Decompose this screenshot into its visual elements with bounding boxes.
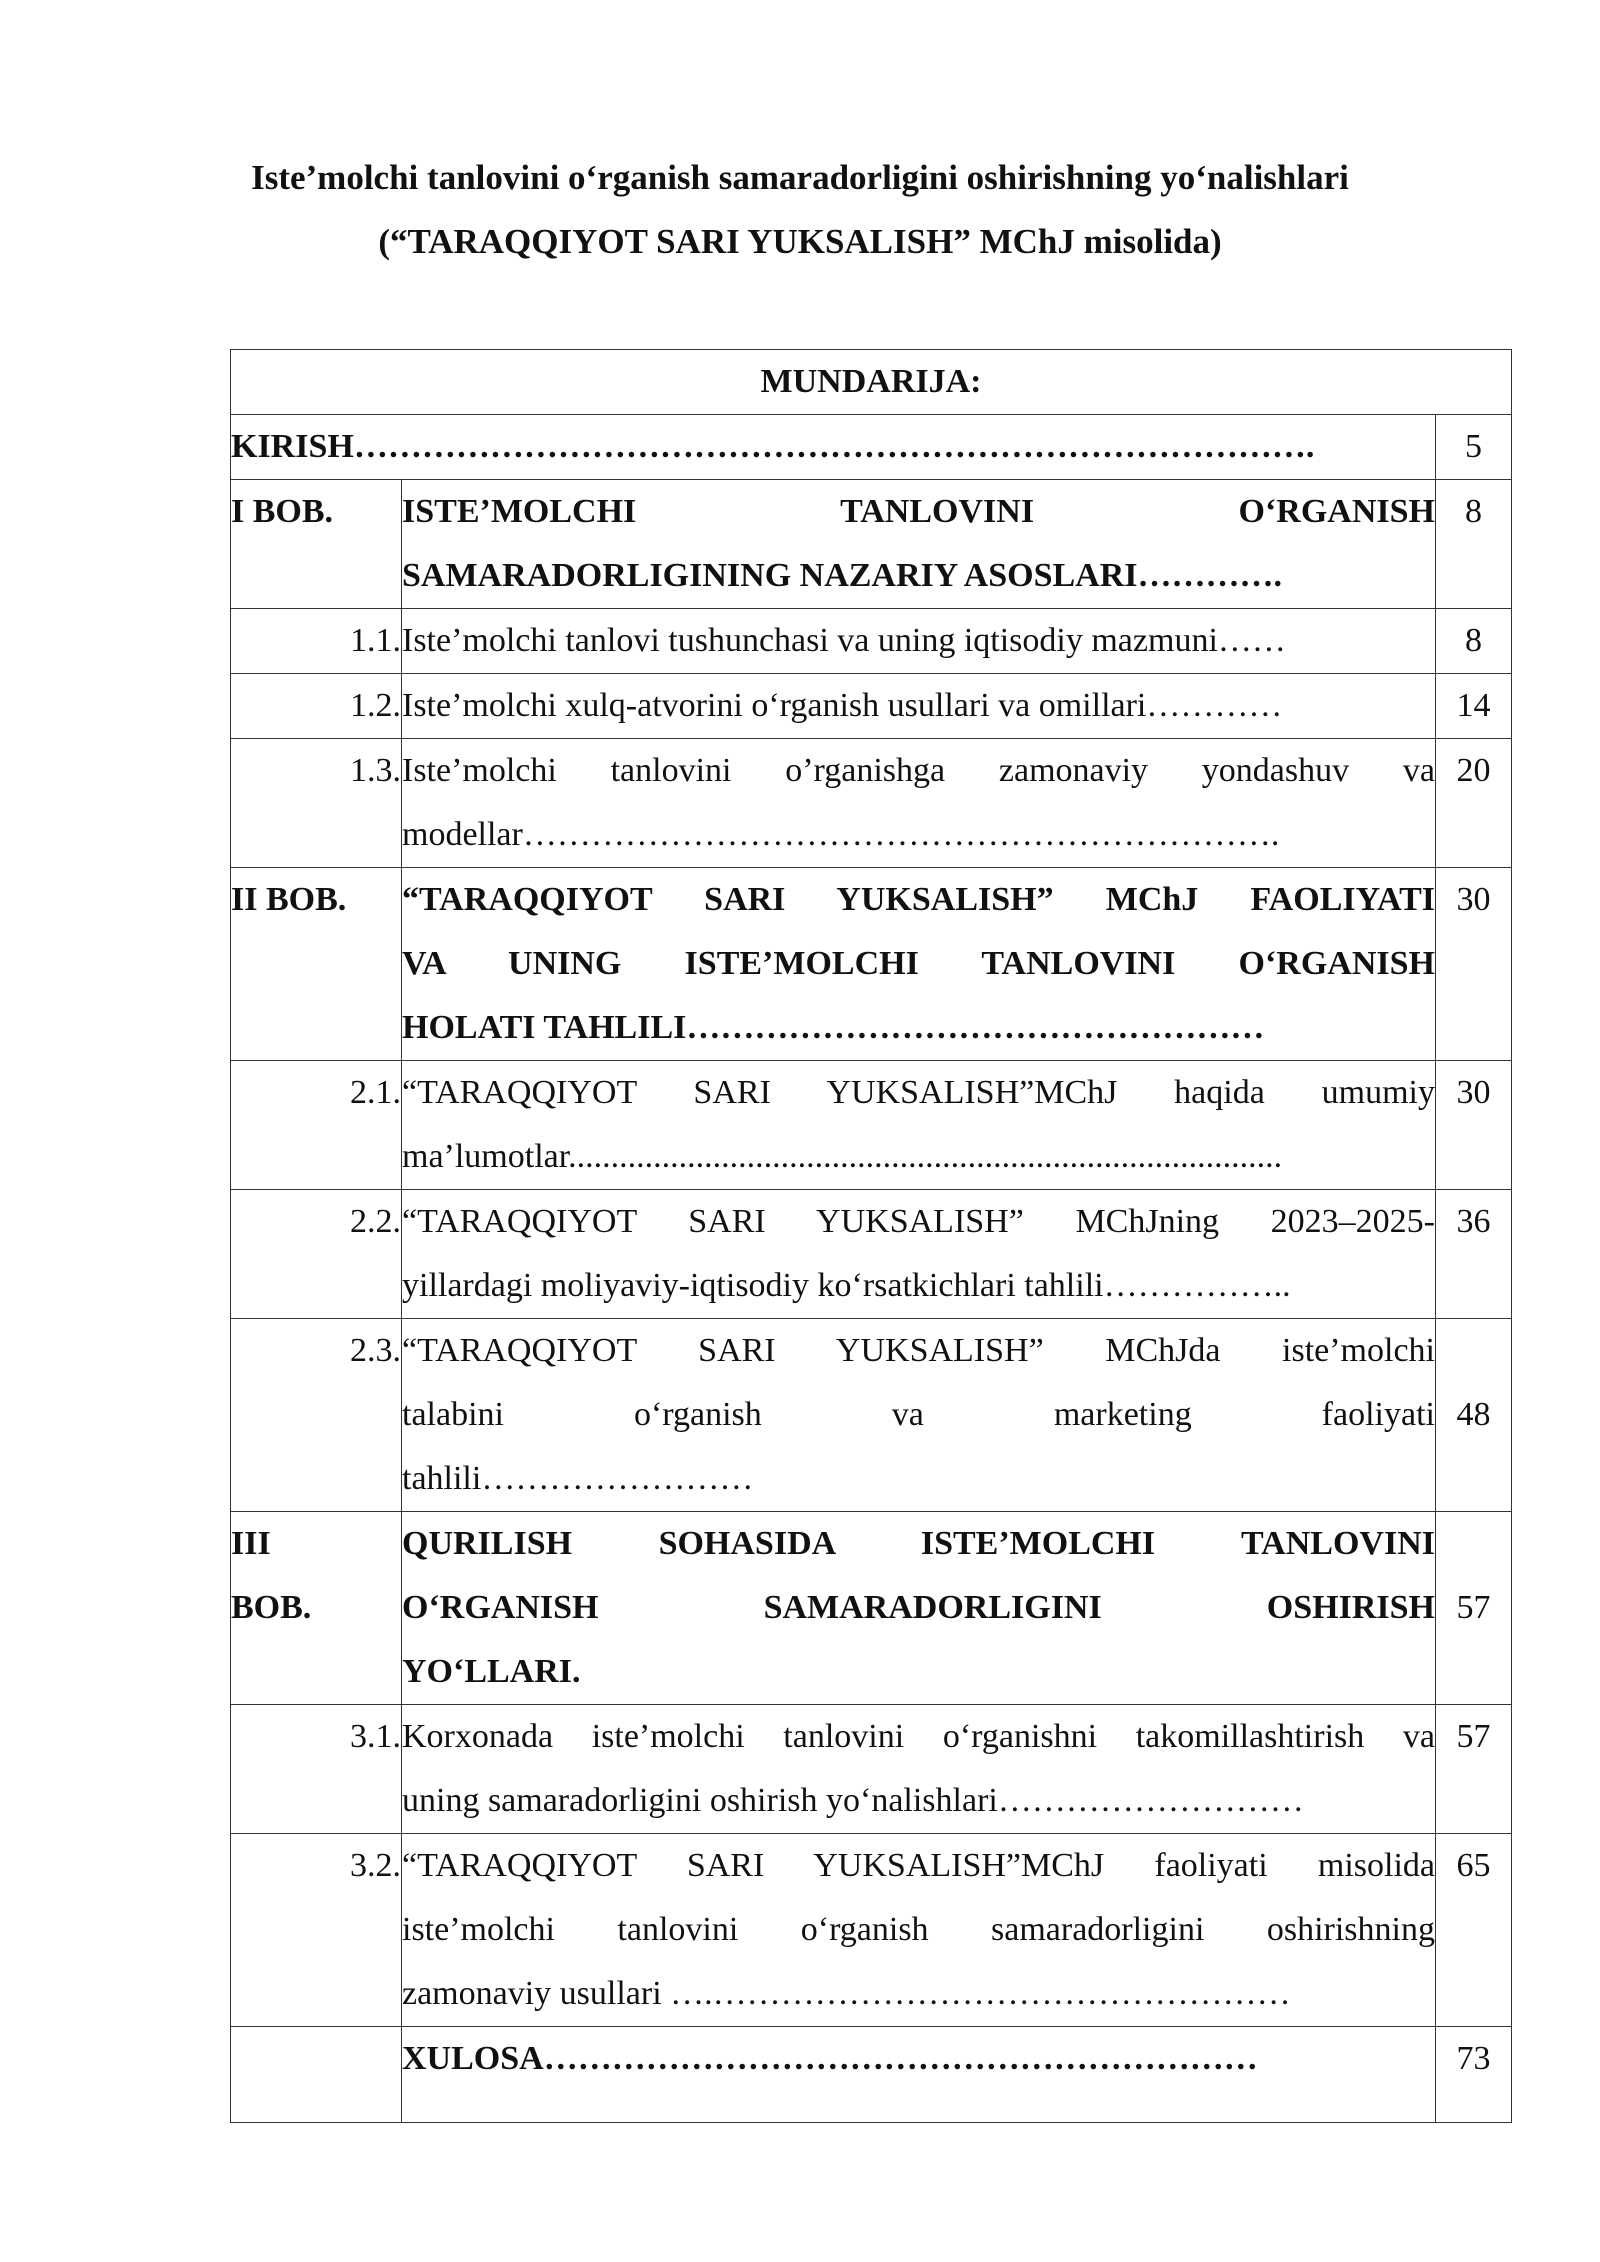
toc-s2-3-line1: “TARAQQIYOT SARI YUKSALISH” MChJda iste’molchi xyxy=(402,1332,1435,1369)
toc-s3-1-line2: uning samaradorligini oshirish yo‘nalishlari……………………… xyxy=(402,1782,1304,1819)
toc-row-xulosa xyxy=(231,2027,1512,2123)
toc-s1-3-line1: Iste’molchi tanlovini o’rganishga zamonaviy yondashuv va xyxy=(402,752,1435,789)
toc-s2-1-page: 30 xyxy=(1435,1061,1511,1190)
toc-s2-3-num: 2.3. xyxy=(231,1319,402,1512)
toc-ch2-line3: HOLATI TAHLILI…………………………………………… xyxy=(402,1009,1265,1046)
toc-s2-3-page: 48 xyxy=(1435,1319,1511,1512)
toc-s3-1-text xyxy=(402,1705,1436,1834)
toc-row-2-3 xyxy=(231,1319,1512,1512)
toc-s3-2-line1: “TARAQQIYOT SARI YUKSALISH”MChJ faoliyati misolida xyxy=(402,1847,1435,1884)
toc-s1-2-text: Iste’molchi xulq-atvorini o‘rganish usullari va omillari………… xyxy=(402,674,1436,739)
toc-ch3-label xyxy=(231,1512,402,1705)
toc-ch1-line1: ISTE’MOLCHI TANLOVINI O‘RGANISH xyxy=(402,493,1435,530)
toc-s1-2-page: 14 xyxy=(1435,674,1511,739)
toc-s2-2-line1: “TARAQQIYOT SARI YUKSALISH” MChJning 2023–2025- xyxy=(402,1203,1435,1240)
toc-s2-1-text xyxy=(402,1061,1436,1190)
toc-s2-1-num: 2.1. xyxy=(231,1061,402,1190)
toc-row-chapter-2 xyxy=(231,868,1512,1061)
toc-kirish-page: 5 xyxy=(1435,415,1511,480)
toc-row-3-1 xyxy=(231,1705,1512,1834)
toc-s3-1-line1: Korxonada iste’molchi tanlovini o‘rganishni takomillashtirish va xyxy=(402,1718,1435,1755)
toc-row-1-3 xyxy=(231,739,1512,868)
toc-s3-2-line3: zamonaviy usullari ….…………………………………………… xyxy=(402,1975,1291,2012)
toc-s3-2-num: 3.2. xyxy=(231,1834,402,2027)
toc-s2-3-line3: tahlili…………………… xyxy=(402,1460,754,1497)
toc-s2-3-text xyxy=(402,1319,1436,1512)
toc-ch3-label-line1: III xyxy=(231,1525,271,1562)
toc-kirish-text: KIRISH…………………………………………………………………………. xyxy=(231,415,1436,480)
toc-row-chapter-1 xyxy=(231,480,1512,609)
toc-s1-1-page: 8 xyxy=(1435,609,1511,674)
toc-s3-1-num: 3.1. xyxy=(231,1705,402,1834)
toc-heading: MUNDARIJA: xyxy=(231,350,1512,415)
toc-s2-2-text xyxy=(402,1190,1436,1319)
toc-ch2-line1: “TARAQQIYOT SARI YUKSALISH” MChJ FAOLIYATI xyxy=(402,881,1435,918)
toc-xulosa-empty xyxy=(231,2027,402,2123)
toc-s3-2-text xyxy=(402,1834,1436,2027)
toc-ch1-line2: SAMARADORLIGINING NAZARIY ASOSLARI…………. xyxy=(402,557,1283,594)
toc-ch3-page: 57 xyxy=(1435,1512,1511,1705)
toc-row-kirish xyxy=(231,415,1512,480)
toc-s3-1-page: 57 xyxy=(1435,1705,1511,1834)
toc-s1-1-num: 1.1. xyxy=(231,609,402,674)
toc-s2-1-line1: “TARAQQIYOT SARI YUKSALISH”MChJ haqida umumiy xyxy=(402,1074,1435,1111)
toc-s2-2-num: 2.2. xyxy=(231,1190,402,1319)
toc-xulosa-text: XULOSA……………………………………………………… xyxy=(402,2027,1436,2123)
toc-ch3-line3: YO‘LLARI. xyxy=(402,1653,581,1690)
toc-row-2-1 xyxy=(231,1061,1512,1190)
toc-ch2-line2: VA UNING ISTE’MOLCHI TANLOVINI O‘RGANISH xyxy=(402,945,1435,982)
toc-ch3-title xyxy=(402,1512,1436,1705)
toc-row-2-2 xyxy=(231,1190,1512,1319)
toc-s1-1-text: Iste’molchi tanlovi tushunchasi va uning iqtisodiy mazmuni…… xyxy=(402,609,1436,674)
toc-s1-3-text xyxy=(402,739,1436,868)
table-of-contents xyxy=(230,349,1512,2123)
toc-ch3-label-line2: BOB. xyxy=(231,1589,312,1626)
toc-s1-3-line2: modellar…………………………………………………………. xyxy=(402,816,1280,853)
toc-s1-3-num: 1.3. xyxy=(231,739,402,868)
document-subtitle: (“TARAQQIYOT SARI YUKSALISH” MChJ misolida) xyxy=(378,222,1222,261)
toc-row-1-2 xyxy=(231,674,1512,739)
toc-heading-row xyxy=(231,350,1512,415)
toc-ch2-page: 30 xyxy=(1435,868,1511,1061)
toc-row-1-1 xyxy=(231,609,1512,674)
document-title: Iste’molchi tanlovini o‘rganish samaradorligini oshirishning yo‘nalishlari xyxy=(251,158,1349,197)
toc-ch3-line1: QURILISH SOHASIDA ISTE’MOLCHI TANLOVINI xyxy=(402,1525,1435,1562)
toc-s1-3-page: 20 xyxy=(1435,739,1511,868)
toc-s3-2-page: 65 xyxy=(1435,1834,1511,2027)
toc-row-chapter-3 xyxy=(231,1512,1512,1705)
toc-xulosa-page: 73 xyxy=(1435,2027,1511,2123)
toc-s2-2-line2: yillardagi moliyaviy-iqtisodiy ko‘rsatkichlari tahlili…………….. xyxy=(402,1267,1291,1304)
toc-ch1-label: I BOB. xyxy=(231,480,402,609)
toc-ch3-line2: O‘RGANISH SAMARADORLIGINI OSHIRISH xyxy=(402,1589,1435,1626)
toc-s2-3-line2: talabini o‘rganish va marketing faoliyati xyxy=(402,1396,1435,1433)
toc-s3-2-line2: iste’molchi tanlovini o‘rganish samaradorligini oshirishning xyxy=(402,1911,1435,1948)
toc-s2-1-line2: ma’lumotlar.................................................................................... xyxy=(402,1138,1283,1175)
toc-ch2-label: II BOB. xyxy=(231,868,402,1061)
toc-ch2-title xyxy=(402,868,1436,1061)
toc-s1-2-num: 1.2. xyxy=(231,674,402,739)
toc-ch1-page: 8 xyxy=(1435,480,1511,609)
toc-s2-2-page: 36 xyxy=(1435,1190,1511,1319)
toc-row-3-2 xyxy=(231,1834,1512,2027)
toc-ch1-title xyxy=(402,480,1436,609)
